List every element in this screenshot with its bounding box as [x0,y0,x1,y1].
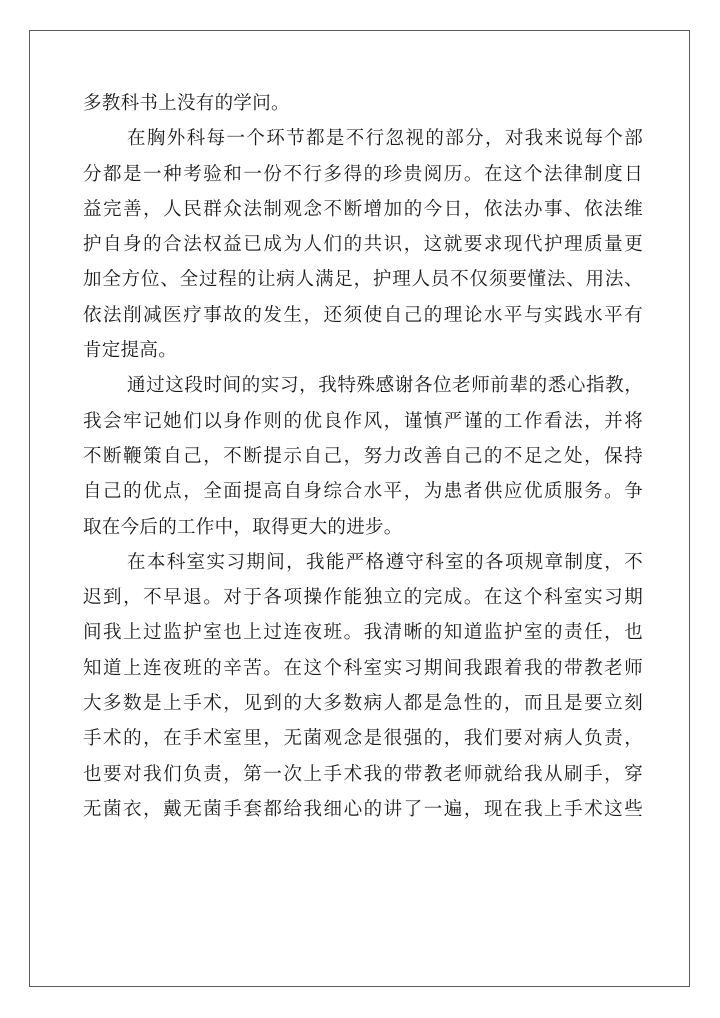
text-line: 加全方位、全过程的让病人满足，护理人员不仅须要懂法、用法、 [83,269,643,291]
text-line: 大多数是上手术，见到的大多数病人都是急性的，而且是要立刻 [83,693,643,715]
text-line: 我会牢记她们以身作则的优良作风，谨慎严谨的工作看法，并将 [83,410,643,432]
text-line: 也要对我们负责，第一次上手术我的带教老师就给我从刷手，穿 [83,763,643,785]
document-body [83,86,643,827]
text-line: 肯定提高。 [83,340,178,362]
text-line: 间我上过监护室也上过连夜班。我清晰的知道监护室的责任，也 [83,622,643,644]
text-line: 取在今后的工作中，取得更大的进步。 [83,516,403,538]
text-line: 无菌衣，戴无菌手套都给我细心的讲了一遍，现在我上手术这些 [83,798,643,820]
text-line: 依法削减医疗事故的发生，还须使自己的理论水平与实践水平有 [83,304,643,326]
paragraph-3 [83,368,643,544]
text-line: 益完善，人民群众法制观念不断增加的今日，依法办事、依法维 [83,198,643,220]
text-line: 自己的优点，全面提高自身综合水平，为患者供应优质服务。争 [83,481,643,503]
text-line: 迟到，不早退。对于各项操作能独立的完成。在这个科室实习期 [83,587,643,609]
paragraph-1 [83,86,643,121]
text-line: 不断鞭策自己，不断提示自己，努力改善自己的不足之处，保持 [83,445,643,467]
text-line: 护自身的合法权益已成为人们的共识，这就要求现代护理质量更 [83,234,643,256]
paragraph-2 [83,121,643,368]
text-line: 手术的，在手术室里，无菌观念是很强的，我们要对病人负责， [83,728,643,750]
text-line: 在本科室实习期间，我能严格遵守科室的各项规章制度，不 [127,551,643,573]
text-line: 多教科书上没有的学问。 [83,93,290,114]
text-line: 分都是一种考验和一份不行多得的珍贵阅历。在这个法律制度日 [83,163,643,185]
text-line: 知道上连夜班的辛苦。在这个科室实习期间我跟着我的带教老师 [83,657,643,679]
paragraph-4 [83,545,643,827]
text-line: 在胸外科每一个环节都是不行忽视的部分，对我来说每个部 [127,128,643,150]
text-line: 通过这段时间的实习，我特殊感谢各位老师前辈的悉心指教， [127,375,643,397]
